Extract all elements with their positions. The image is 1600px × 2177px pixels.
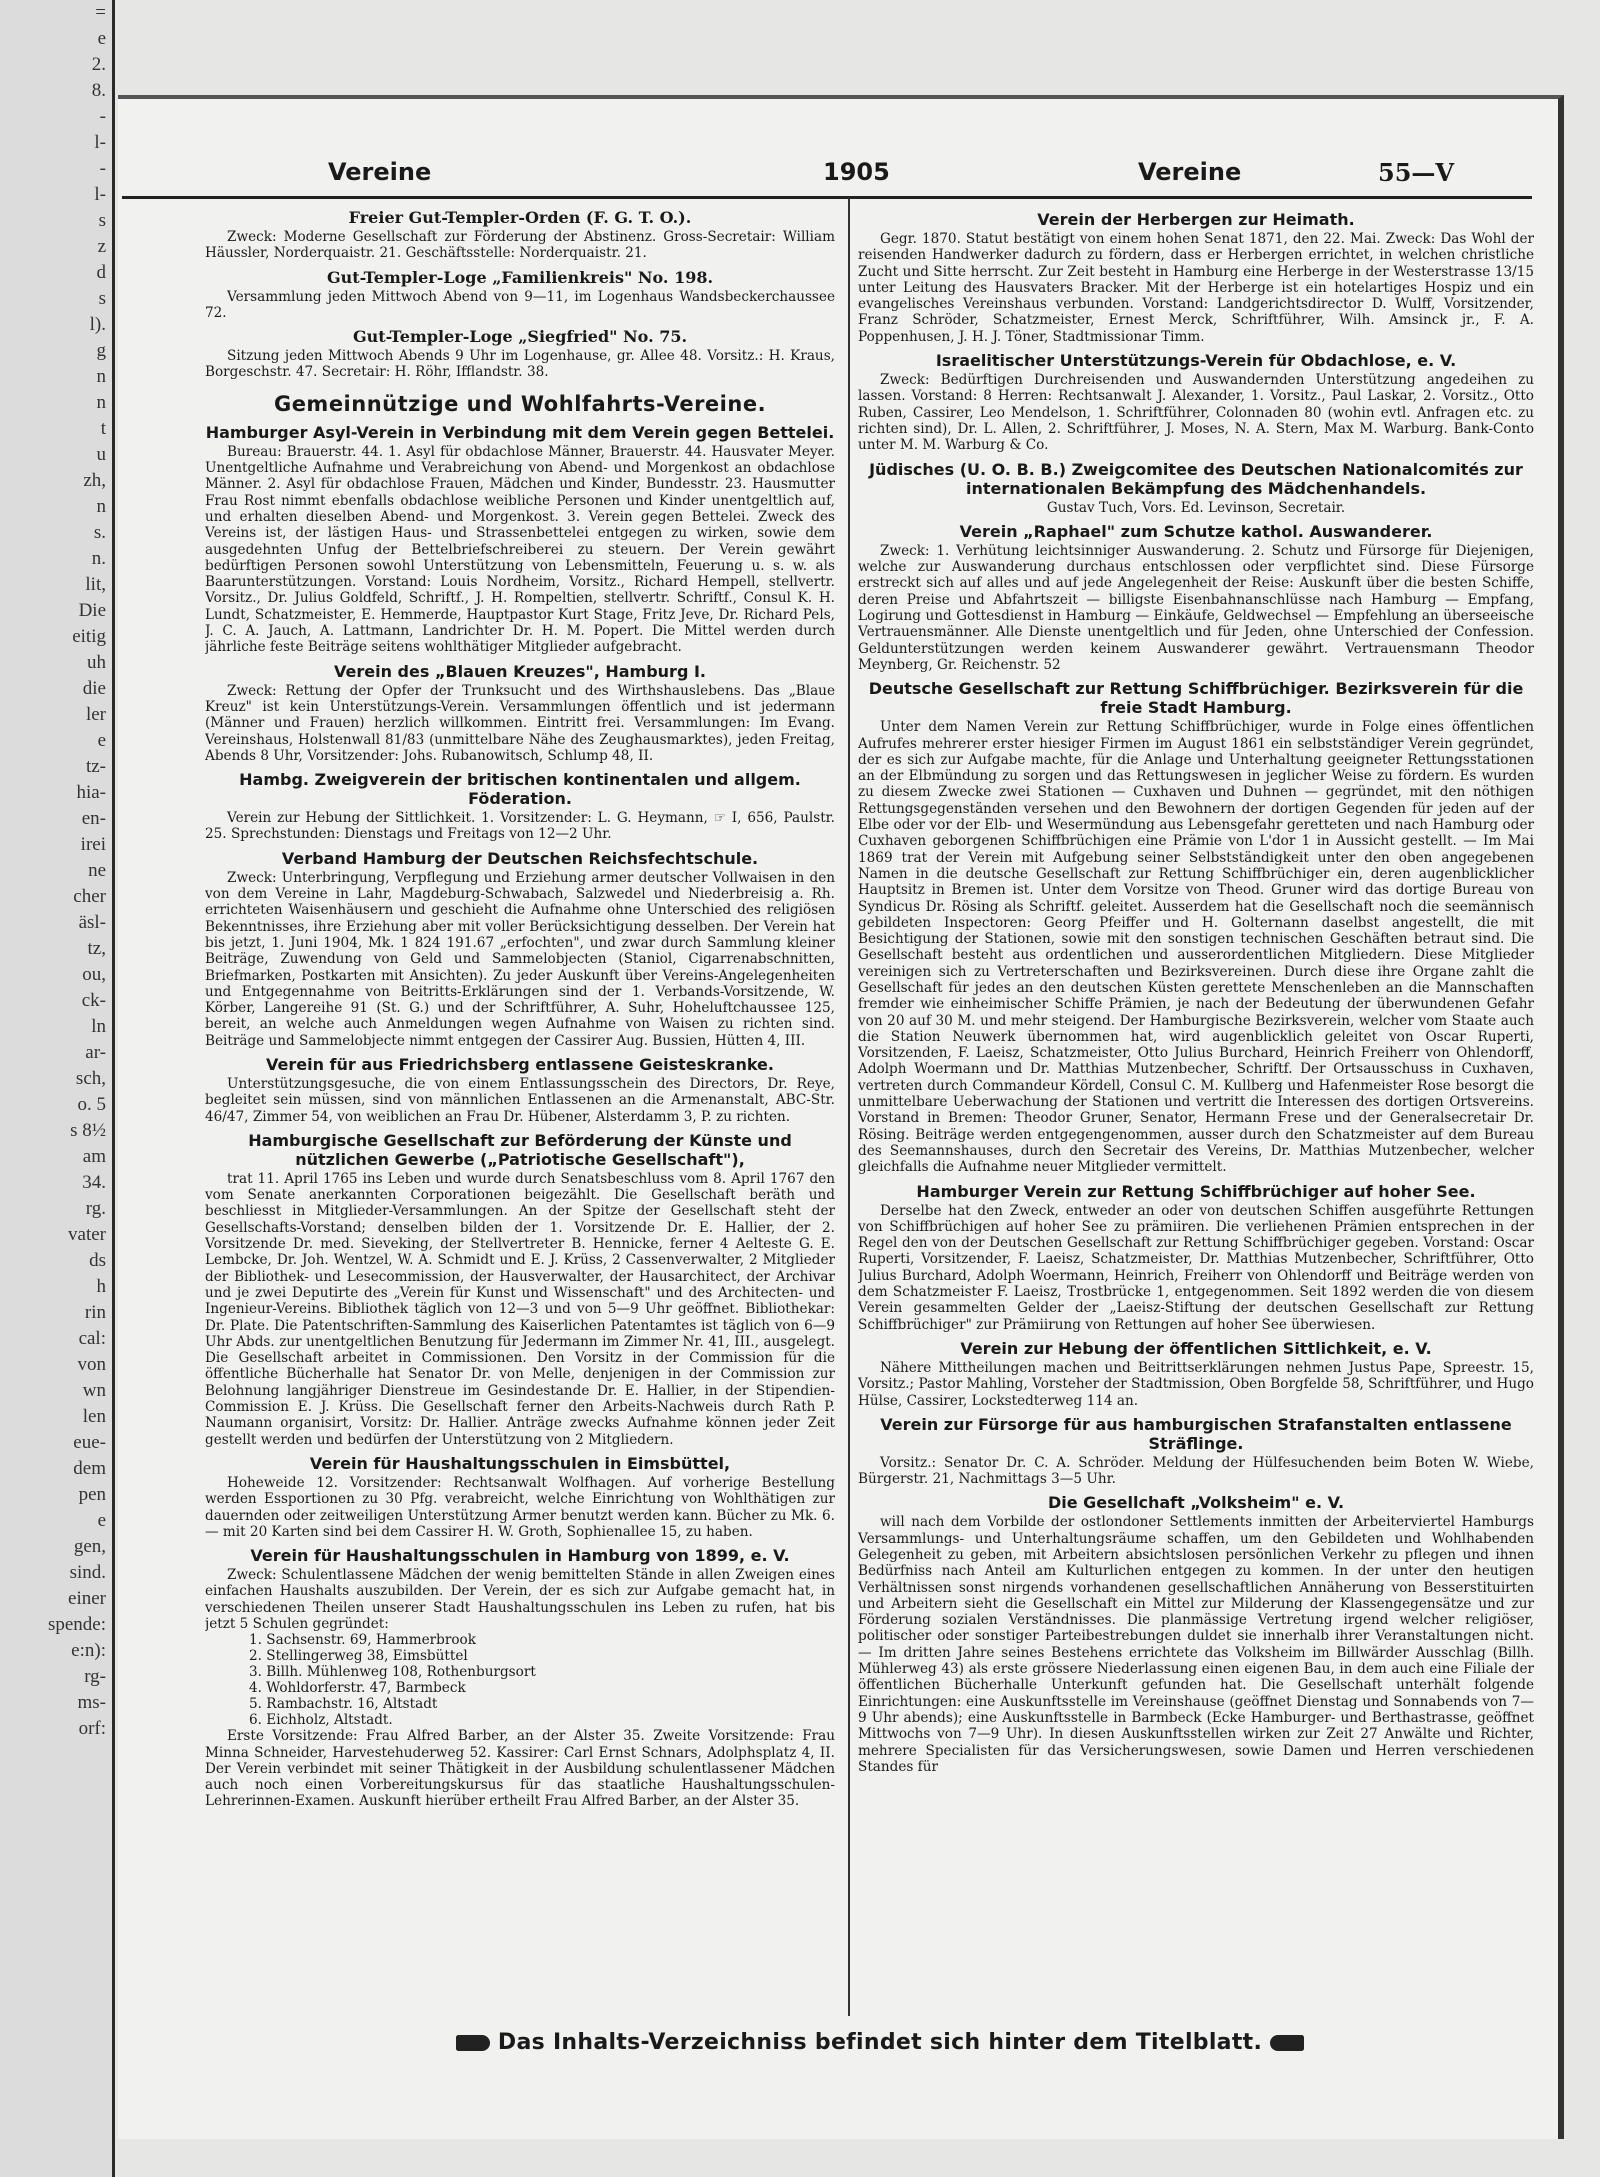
- article-body: Zweck: Schulentlassene Mädchen der wenig bemittelten Stände in allen Zweigen eines einfachen Haushalts auszubilden. Der Verein, der es sich zur Aufgabe gemacht hat, in verschiedenen Theilen unserer Stadt Haushaltungsschulen ins Leben zu rufen, hat bis jetzt 5 Schulen gegründet:: [205, 1567, 835, 1632]
- edge-fragment: len: [82, 1406, 106, 1427]
- article-heading: Die Gesellchaft „Volksheim" e. V.: [1047, 1493, 1345, 1513]
- pointing-hand-icon: [1270, 2035, 1304, 2051]
- edge-fragment: e: [97, 28, 106, 49]
- edge-fragment: l).: [89, 314, 106, 335]
- edge-fragment: e: [97, 1510, 106, 1531]
- edge-fragment: n: [96, 392, 106, 413]
- edge-fragment: rg-: [84, 1666, 106, 1687]
- edge-fragment: rin: [84, 1302, 106, 1323]
- article-heading: Verein für aus Friedrichsberg entlassene Geisteskranke.: [266, 1054, 774, 1074]
- edge-fragment: s 8½: [70, 1120, 106, 1141]
- article-heading: Hamburger Verein zur Rettung Schiffbrüchiger auf hoher See.: [916, 1181, 1476, 1201]
- column-divider: [848, 198, 850, 2016]
- edge-fragment: spende:: [47, 1614, 106, 1635]
- edge-fragment: cal:: [78, 1328, 106, 1349]
- article: [858, 351, 1534, 453]
- article: [858, 1415, 1534, 1488]
- edge-fragment: zh,: [83, 470, 106, 491]
- previous-page-edge: [0, 0, 115, 2177]
- article-body: Versammlung jeden Mittwoch Abend von 9—11, im Logenhaus Wandsbeckerchaussee 72.: [205, 288, 835, 321]
- article-heading: Hambg. Zweigverein der britischen kontinentalen und allgem. Föderation.: [239, 770, 801, 809]
- article-body: will nach dem Vorbilde der ostlondoner Settlements inmitten der Arbeiterviertel Hamburgs Versammlungs- und Unterhaltungsräume schaffen, um den Gebildeten und Wohlhabenden Gelegenheit zu geben, mit Arbeitern absichtslosen persönlichen Verkehr zu pflegen und ihnen Bedürfniss nach Anteil am Kulturlichen entgegen zu kommen. In der unter den heutigen Verhältnissen sonst nirgends vorhandenen gesellschaftlichen Annäherung von Besserstituirten und Arbeitern sieht die Gesellschaft ein Mittel zur Milderung der Klassengegensätze und zur Förderung sozialen Verständnisses. Die planmässige Vertretung irgend welcher religiöser, politischer oder sonstiger Parteibestrebungen duldet sie innerhalb ihrer Veranstaltungen nicht. — Im dritten Jahre seines Bestehens errichtete das Volksheim im Billwärder Ausschlag (Billh. Mühlerweg 43) als erste grössere Niederlassung einen eigenen Bau, in dem auch eine Filiale der öffentlichen Bücherhalle Unterkunft gefunden hat. Die Gesellschaft unterhält folgende Einrichtungen: eine Auskunftsstelle im Vereinshause (geöffnet Dienstag und Sonnabends von 7—9 Uhr abends); eine Auskunftsstelle in Barmbeck (Ecke Hamburger- und Berthastrasse, geöffnet Mittwochs von 7—9 Uhr). In diesen Auskunftsstellen wirken zur Zeit 27 Anwälte und Richter, mehrere Specialisten für das Versicherungswesen, sowie Damen und Herren verschiedenen Standes für: [858, 1514, 1534, 1775]
- edge-fragment: t: [100, 418, 106, 439]
- article-body: Zweck: Moderne Gesellschaft zur Förderung der Abstinenz. Gross-Secretair: William Häussler, Norderquaistr. 21. Geschäftsstelle: Norderquaistr. 21.: [205, 229, 835, 262]
- edge-fragment: cher: [73, 886, 106, 907]
- edge-fragment: am: [82, 1146, 106, 1167]
- edge-fragment: l-: [94, 184, 106, 205]
- header-rule: [122, 196, 1532, 199]
- article: [858, 1182, 1534, 1333]
- article-heading: Gut-Templer-Loge „Siegfried" No. 75.: [352, 327, 688, 347]
- article-heading: Verein für Haushaltungsschulen in Hamburg von 1899, e. V.: [250, 1546, 790, 1566]
- article-heading: Verein für Haushaltungsschulen in Eimsbüttel,: [309, 1453, 731, 1473]
- article-heading: Freier Gut-Templer-Orden (F. G. T. O.).: [348, 208, 692, 227]
- edge-fragment: u: [96, 444, 106, 465]
- edge-fragment: e:n):: [71, 1640, 106, 1661]
- article: [858, 1493, 1534, 1775]
- edge-fragment: ou,: [82, 964, 106, 985]
- edge-fragment: eue-: [73, 1432, 106, 1453]
- article-body: Verein zur Hebung der Sittlichkeit. 1. Vorsitzender: L. G. Heymann, ☞ I, 656, Paulstr. 25. Sprechstunden: Dienstags und Freitags von 12—2 Uhr.: [205, 810, 835, 843]
- article-body: Vorsitz.: Senator Dr. C. A. Schröder. Meldung der Hülfesuchenden beim Boten W. Wiebe, Bürgerstr. 21, Nachmittags 3—5 Uhr.: [858, 1454, 1534, 1488]
- edge-fragment: 2.: [91, 54, 106, 75]
- header-section-right: Vereine: [1138, 158, 1242, 186]
- article: [205, 849, 835, 1049]
- article: [205, 423, 835, 656]
- right-column: [858, 206, 1534, 2016]
- article-body: Nähere Mittheilungen machen und Beitrittserklärungen nehmen Justus Pape, Spreestr. 15, Vorsitz.; Pastor Mahling, Vorsteher der Stadtmission, Oben Borgfelde 58, Schriftführer, und Hugo Hülse, Cassirer, Lockstedterweg 114 an.: [858, 1359, 1534, 1409]
- edge-fragment: tz,: [87, 938, 106, 959]
- edge-fragment: uh: [87, 652, 106, 673]
- article-body: Bureau: Brauerstr. 44. 1. Asyl für obdachlose Männer, Brauerstr. 44. Hausvater Meyer. Unentgeltliche Aufnahme und Verabreichung von Abend- und Morgenkost an obdachlose Männer. 2. Asyl für obdachlose Frauen, Mädchen und Kinder, Bundesstr. 23. Hausmutter Frau Rost nimmt ebenfalls obdachlose weibliche Personen und Kinder unentgeltlich auf, und erhalten dieselben Abend- und Morgenkost. 3. Verein gegen Bettelei. Zweck des Vereins ist, der lästigen Haus- und Strassenbettelei entgegen zu wirken, sowie dem ausgedehnten Unfug der Bettelbriefschreiberei zu steuern. Der Verein gewährt bedürftigen Personen sowohl Unterstützung von Lebensmitteln, Feuerung u. s. w. als Baarunterstützungen. Vorstand: Louis Nordheim, Vorsitz., Richard Hempell, stellvertr. Vorsitz., Dr. Julius Goldfeld, Schriftf., J. H. Rompeltien, stellvertr. Schriftf., Consul K. H. Lundt, Schatzmeister, E. Hemmerde, Hauptpastor Kurt Stage, Fritz Jeve, Dr. Richard Pels, J. C. A. Jauch, A. Lattmann, Landrichter Dr. H. M. Popert. Die Mittel werden durch jährliche feste Beiträge seitens wohlthätiger Mitglieder aufgebracht.: [205, 443, 835, 656]
- edge-fragment: 8.: [91, 80, 106, 101]
- list-item: 4. Wohldorferstr. 47, Barmbeck: [249, 1680, 466, 1697]
- edge-fragment: s.: [93, 522, 106, 543]
- article-body: Gegr. 1870. Statut bestätigt von einem hohen Senat 1871, den 22. Mai. Zweck: Das Wohl der reisenden Handwerker dadurch zu fördern, dass er Herbergen errichtet, in welchen christliche Zucht und Sitte herrscht. Zur Zeit besteht in Hamburg eine Herberge in der Westerstrasse 13/15 unter Leitung des Hausvaters Bracker. Mit der Herberge ist ein hotelartiges Hospiz und ein evangelisches Vereinshaus verbunden. Vorstand: Landgerichtsdirector D. Wulff, Vorsitzender, Franz Schröder, Schatzmeister, Ernest Merck, Schriftführer, Wilh. Amsinck jr., F. A. Poppenhusen, J. H. J. Töner, Stadtmissionar Timm.: [858, 231, 1534, 345]
- edge-fragment: einer: [68, 1588, 106, 1609]
- article: [858, 460, 1534, 516]
- list-item: 1. Sachsenstr. 69, Hammerbrook: [249, 1632, 476, 1649]
- edge-fragment: n: [96, 366, 106, 387]
- edge-fragment: dem: [73, 1458, 106, 1479]
- edge-fragment: ms-: [77, 1692, 106, 1713]
- article-heading: Verein zur Hebung der öffentlichen Sittlichkeit, e. V.: [960, 1338, 1432, 1358]
- list-item: 6. Eichholz, Altstadt.: [249, 1712, 393, 1729]
- article-body: trat 11. April 1765 ins Leben und wurde durch Senatsbeschluss vom 8. April 1767 den vom Senate anerkannten Corporationen beigezählt. Die Gesellschaft beräth und beschliesst in Mitglieder-Versammlungen. An der Spitze der Gesellschaft steht der Gesellschafts-Vorstand; denselben bilden der 1. Vorsitzende Dr. E. Hallier, der 2. Vorsitzende Dr. med. Sieveking, der Stellvertreter B. Hennicke, ferner 4 Aelteste G. E. Lembcke, Dr. Joh. Wentzel, W. A. Schmidt und E. J. Krüss, 2 Cassenverwalter, 2 Mitglieder der Bibliothek- und Lesecommission, der Hausverwalter, der Hausarchitect, der Archivar und je zwei Deputirte des „Verein für Kunst und Wissenschaft" und des Architecten- und Ingenieur-Vereins. Bibliothek täglich von 12—3 und von 5—9 Uhr geöffnet. Bibliothekar: Dr. Plate. Die Patentschriften-Sammlung des Kaiserlichen Patentamtes ist täglich von 6—9 Uhr Abds. zur unentgeltlichen Benutzung für Jedermann im Zimmer Nr. 41, III., ausgelegt. Die Gesellschaft arbeitet in Commissionen. Den Vorsitz in der Commission für die öffentliche Bücherhalle hat Senator Dr. von Melle, denjenigen in der Commission zur Belohnung langjähriger Dienstreue im Gesindestande Dr. E. Hallier, in der Stipendien-Commission E. J. Krüss. Die Gesellschaft ferner den Arbeits-Nachweis durch Rath P. Naumann organisirt, Vorsitz: Dr. Hallier. Anträge zwecks Aufnahme können jeder Zeit gestellt werden und bedürfen der Unterstützung von 2 Mitgliedern.: [205, 1170, 835, 1448]
- edge-fragment: l-: [94, 132, 106, 153]
- article-heading: Gut-Templer-Loge „Familienkreis" No. 198.: [326, 267, 714, 287]
- edge-fragment: ck-: [81, 990, 106, 1011]
- article: [205, 268, 835, 322]
- article-heading: Hamburgische Gesellschaft zur Beförderung der Künste und nützlichen Gewerbe („Patriotische Gesellschaft"),: [248, 1130, 792, 1169]
- article-body: Sitzung jeden Mittwoch Abends 9 Uhr im Logenhause, gr. Allee 48. Vorsitz.: H. Kraus, Borgeschstr. 47. Secretair: H. Röhr, Ifflandstr. 38.: [205, 348, 835, 381]
- article-heading: Gemeinnützige und Wohlfahrts-Vereine.: [273, 391, 767, 416]
- edge-fragment: o. 5: [77, 1094, 106, 1115]
- article: [858, 679, 1534, 1175]
- edge-fragment: -: [99, 158, 106, 179]
- edge-fragment: z: [97, 236, 106, 257]
- edge-fragment: ln: [91, 1016, 106, 1037]
- header-year: 1905: [823, 158, 890, 186]
- edge-fragment: s: [98, 210, 106, 231]
- edge-fragment: irei: [80, 834, 106, 855]
- article: [205, 1546, 835, 1810]
- article: [205, 391, 835, 417]
- article: [205, 770, 835, 843]
- edge-fragment: h: [96, 1276, 106, 1297]
- edge-fragment: orf:: [78, 1718, 106, 1739]
- article: [205, 327, 835, 381]
- edge-fragment: äsl-: [78, 912, 106, 933]
- running-header: [118, 158, 1548, 192]
- edge-fragment: 34.: [82, 1172, 106, 1193]
- edge-fragment: e: [97, 730, 106, 751]
- article-body: Hoheweide 12. Vorsitzender: Rechtsanwalt Wolfhagen. Auf vorherige Bestellung werden Essportionen zu 30 Pfg. verabreicht, welche Einrichtung von Wohlthätigen zur dauernden oder zeitweiligen Unterstützung Armer benutzt werden kann. Bücher zu Mk. 6.— mit 20 Karten sind bei dem Cassirer H. W. Groth, Sophienallee 15, zu haben.: [205, 1474, 835, 1540]
- header-section-left: Vereine: [328, 158, 432, 186]
- pointing-hand-icon: [456, 2035, 490, 2051]
- article-body: Gustav Tuch, Vors. Ed. Levinson, Secretair.: [1046, 499, 1346, 516]
- edge-fragment: eitig: [72, 626, 106, 647]
- edge-fragment: n.: [91, 548, 106, 569]
- article-heading: Verein „Raphael" zum Schutze kathol. Auswanderer.: [959, 521, 1433, 541]
- edge-fragment: -: [99, 106, 106, 127]
- footer-text: Das Inhalts-Verzeichniss befindet sich hinter dem Titelblatt.: [497, 2030, 1263, 2055]
- edge-fragment: tz-: [85, 756, 106, 777]
- edge-fragment: d: [96, 262, 106, 283]
- article-heading: Verband Hamburg der Deutschen Reichsfechtschule.: [281, 848, 759, 868]
- article: [205, 1454, 835, 1540]
- article: [205, 662, 835, 764]
- edge-fragment: wn: [82, 1380, 106, 1401]
- footer-note: [420, 2030, 1340, 2055]
- article-body: Erste Vorsitzende: Frau Alfred Barber, an der Alster 35. Zweite Vorsitzende: Frau Minna Schneider, Harvestehuderweg 52. Kassirer: Carl Ernst Schnars, Adolphsplatz 4, II. Der Verein verbindet mit seiner Thätigkeit in der Ausbildung schulentlassener Mädchen auch noch einen Vorbereitungskursus für das staatliche Haushaltungsschulen-Lehrerinnen-Examen. Auskunft hierüber ertheilt Frau Alfred Barber, an der Alster 35.: [205, 1728, 835, 1810]
- article-heading: Israelitischer Unterstützungs-Verein für Obdachlose, e. V.: [935, 351, 1457, 371]
- article: [858, 210, 1534, 345]
- article-heading: Deutsche Gesellschaft zur Rettung Schiffbrüchiger. Bezirksverein für die freie Stadt Hamburg.: [868, 679, 1524, 718]
- edge-fragment: ds: [89, 1250, 106, 1271]
- article: [205, 1131, 835, 1448]
- edge-fragment: s: [98, 288, 106, 309]
- edge-fragment: sch,: [75, 1068, 106, 1089]
- article: [205, 1055, 835, 1125]
- article: [858, 522, 1534, 673]
- edge-fragment: hia-: [76, 782, 106, 803]
- article-heading: Verein zur Fürsorge für aus hamburgischen Strafanstalten entlassene Sträflinge.: [880, 1414, 1512, 1453]
- school-list: [249, 1632, 835, 1728]
- edge-fragment: von: [77, 1354, 106, 1375]
- edge-fragment: pen: [78, 1484, 106, 1505]
- edge-fragment: n: [96, 496, 106, 517]
- article-body: Unterstützungsgesuche, die von einem Entlassungsschein des Directors, Dr. Reye, begleitet sein müssen, sind von männlichen Entlassenen an die Armenanstalt, ABC-Str. 46/47, Zimmer 54, von weiblichen an Frau Dr. Hübener, Alsterdamm 3, P. zu richten.: [205, 1075, 835, 1125]
- article-heading: Verein des „Blauen Kreuzes", Hamburg I.: [334, 661, 706, 681]
- edge-fragment: gen,: [73, 1536, 106, 1557]
- header-page-number: 55—V: [1378, 158, 1455, 187]
- edge-fragment: ar-: [85, 1042, 106, 1063]
- edge-fragment: Die: [78, 600, 106, 621]
- article: [205, 208, 835, 262]
- article-body: Zweck: 1. Verhütung leichtsinniger Auswanderung. 2. Schutz und Fürsorge für Diejenigen, welche zur Auswanderung durchaus entschlossen oder verpflichtet sind. Diese Fürsorge erstreckt sich auf alles und auf jede Angelegenheit der Reise: Auskunft über die besten Schiffe, deren Preise und Abfahrtszeit — billigste Eisenbahnanschlüsse nach Hamburg — Empfang, Logirung und Gottesdienst in Hamburg — Einkäufe, Geldwechsel — Empfehlung an überseeische Vertrauensmänner. Alle Dienste unentgeltlich und für Jeden, ohne Unterschied der Confession. Geldunterstützungen werden keinem Auswanderer gewährt. Vertrauensmann Theodor Meynberg, Gr. Reichenstr. 52: [858, 542, 1534, 673]
- edge-fragment: g: [96, 340, 106, 361]
- edge-fragment: vater: [68, 1224, 106, 1245]
- edge-fragment: sind.: [69, 1562, 106, 1583]
- article-body: Zweck: Bedürftigen Durchreisenden und Auswandernden Unterstützung angedeihen zu lassen. Vorstand: 8 Herren: Rechtsanwalt J. Alexander, 1. Vorsitz., Paul Laskar, 2. Vorsitz., Otto Ruben, Cassirer, Leo Mendelson, 1. Schriftführer, Colonnaden 80 (wohin evtl. Anfragen etc. zu richten sind), Dr. L. Allen, 2. Schriftführer, J. Moses, N. A. Stern, Max M. Warburg. Bank-Conto unter M. M. Warburg & Co.: [858, 372, 1534, 454]
- edge-fragment: =: [95, 2, 106, 23]
- edge-fragment: lit,: [85, 574, 106, 595]
- edge-fragment: die: [82, 678, 106, 699]
- edge-fragment: ne: [88, 860, 106, 881]
- article-body: Derselbe hat den Zweck, entweder an oder von deutschen Schiffen ausgeführte Rettungen von Schiffbrüchigen auf hoher See zu prämiiren. Die verliehenen Prämien entsprechen in der Regel den von der Deutschen Gesellschaft zur Rettung Schiffbrüchiger gegeben. Vorstand: Oscar Ruperti, Vorsitzender, F. Laeisz, Schatzmeister, Dr. Matthias Mutzenbecher, Schriftführer, Otto Julius Burchard, Adolph Woermann, Heinrich, Freiherr von Ohlendorff und Beiträge werden von dem Schatzmeister F. Laeisz, Trostbrücke 1, entgegenommen. Seit 1892 werden die von diesem Verein gesammelten Gelder der „Laeisz-Stiftung der deutschen Gesellschaft zur Rettung Schiffbrüchiger" zur Prämiirung von Rettungen auf hoher See überwiesen.: [858, 1202, 1534, 1333]
- article-body: Zweck: Unterbringung, Verpflegung und Erziehung armer deutscher Vollwaisen in den von dem Vereine in Lahr, Magdeburg-Schwabach, Salzwedel und Niederbreisig a. Rh. errichteten Waisenhäusern und geschieht die Aufnahme ohne Unterschied des religiösen Bekenntnisses, ihre Erziehung aber mit voller Berücksichtigung desselben. Der Verein hat bis jetzt, 1. Juni 1904, Mk. 1 824 191.67 „erfochten", und zwar durch Sammlung kleiner Beiträge, Zuwendung von Geld und Sammelobjecten (Staniol, Cigarrenabschnitten, Briefmarken, Postkarten mit Ansichten). Zu jeder Auskunft über Vereins-Angelegenheiten und Entgegennahme von Beitritts-Erklärungen sind der 1. Verbands-Vorsitzende, W. Körber, Langereihe 91 (St. G.) und der Schriftführer, A. Suhr, Hoheluftchaussee 125, bereit, an welche auch Anmeldungen wegen Aufnahme von Waisen zu richten sind. Beiträge und Sammelobjecte nimmt entgegen der Cassirer Aug. Bussien, Hütten 4, III.: [205, 869, 835, 1049]
- edge-fragment: rg.: [85, 1198, 106, 1219]
- list-item: 2. Stellingerweg 38, Eimsbüttel: [249, 1648, 468, 1665]
- list-item: 3. Billh. Mühlenweg 108, Rothenburgsort: [249, 1664, 536, 1681]
- article-body: Zweck: Rettung der Opfer der Trunksucht und des Wirthshauslebens. Das „Blaue Kreuz" ist kein Unterstützungs-Verein. Versammlungen öffentlich und ist jedermann (Männer und Frauen) herzlich willkommen. Eintritt frei. Versammlungen: Im Evang. Vereinshaus, Holstenwall 81/83 (unmittelbare Nähe des Zeughausmarktes), jeden Freitag, Abends 8 Uhr, Vorsitzender: Johs. Rubanowitsch, Schlump 48, II.: [205, 682, 835, 764]
- article-heading: Jüdisches (U. O. B. B.) Zweigcomitee des Deutschen Nationalcomités zur internationalen Bekämpfung des Mädchenhandels.: [869, 459, 1523, 498]
- edge-fragment: en-: [81, 808, 106, 829]
- list-item: 5. Rambachstr. 16, Altstadt: [249, 1696, 438, 1713]
- article: [858, 1339, 1534, 1409]
- edge-fragment: ler: [85, 704, 106, 725]
- left-column: [205, 206, 835, 2036]
- article-body: Unter dem Namen Verein zur Rettung Schiffbrüchiger, wurde in Folge eines öffentlichen Aufrufes mehrerer erster hiesiger Firmen im August 1861 ein selbstständiger Verein gegründet, der es sich zur Aufgabe machte, für die Anlage und Unterhaltung geeigneter Rettungsstationen an der Elbmündung zu sorgen und das Rettungswesen in jeglicher Weise zu fördern. Es wurden zu diesem Zwecke zwei Stationen — Cuxhaven und Duhnen — gegründet, mit den nöthigen Rettungsgegenständen versehen und den Bewohnern der dortigen Gegenden für jeden auf der Elbe oder vor der Elb- und Wesermündung aus Lebensgefahr geretteten und nach Hamburg oder Cuxhaven geborgenen Schiffbrüchigen eine Prämie von L'dor 1 in Aussicht gestellt. — Im Mai 1869 trat der Verein mit Aufgebung seiner Selbstständigkeit unter den oben angegebenen Namen in die deutsche Gesellschaft zur Rettung Schiffbrüchiger ein, deren augenblicklicher Hauptsitz in Bremen ist. Unter dem Vorsitze von Theod. Gruner wird das dortige Bureau von Syndicus Dr. Rösing als Schriftf. geleitet. Ausserdem hat die Gesellschaft noch die seemännisch gebildeten Inspectoren: Georg Pfeiffer und H. Golternann daselbst angestellt, die mit Besichtigung der Stationen, sowie mit den sonstigen technischen Geschäften betraut sind. Die Gesellschaft besteht aus ordentlichen und ausserordentlichen Mitgliedern. Diese Mitglieder vereinigen sich zu Vertreterschaften und Bezirksvereinen. Durch diese ihre Organe zahlt die Gesellschaft für jedes an den deutschen Küsten gerettete Menschenleben an die Mannschaften fremder wie einheimischer Schiffe Prämien, je nach der Bedeutung der überwundenen Gefahr von 20 auf 30 M. und mehr steigend. Der Hamburgische Bezirksverein, welcher vom Staate auch die Station Neuwerk übernommen hat, wird augenblicklich geleitet von Oscar Ruperti, Vorsitzenden, F. Laeisz, Schatzmeister, Otto Julius Burchard, Heinrich Freiherr von Ohlendorff, Adolph Woermann und Dr. Matthias Mutzenbecher, Schriftf. Der Ortsausschuss in Cuxhaven, vertreten durch Commandeur Kördell, Consul C. M. Kullberg und Hafenmeister Rose besorgt die unmittelbare Ueberwachung der Stationen und vertritt die Interessen des dortigen Ortsvereins. Vorstand in Bremen: Theodor Gruner, Senator, Hermann Frese und der Generalsecretair Dr. Rösing. Beiträge werden entgegengenommen, ausser durch den Schatzmeister auf dem Bureau des Seemannshauses, durch den Secretair des Vereins, Dr. Matthias Mutzenbecher, welcher gleichfalls die Aufnahme neuer Mitglieder vermittelt.: [858, 719, 1534, 1176]
- article-heading: Verein der Herbergen zur Heimath.: [1037, 210, 1355, 229]
- article-heading: Hamburger Asyl-Verein in Verbindung mit dem Verein gegen Bettelei.: [205, 422, 835, 442]
